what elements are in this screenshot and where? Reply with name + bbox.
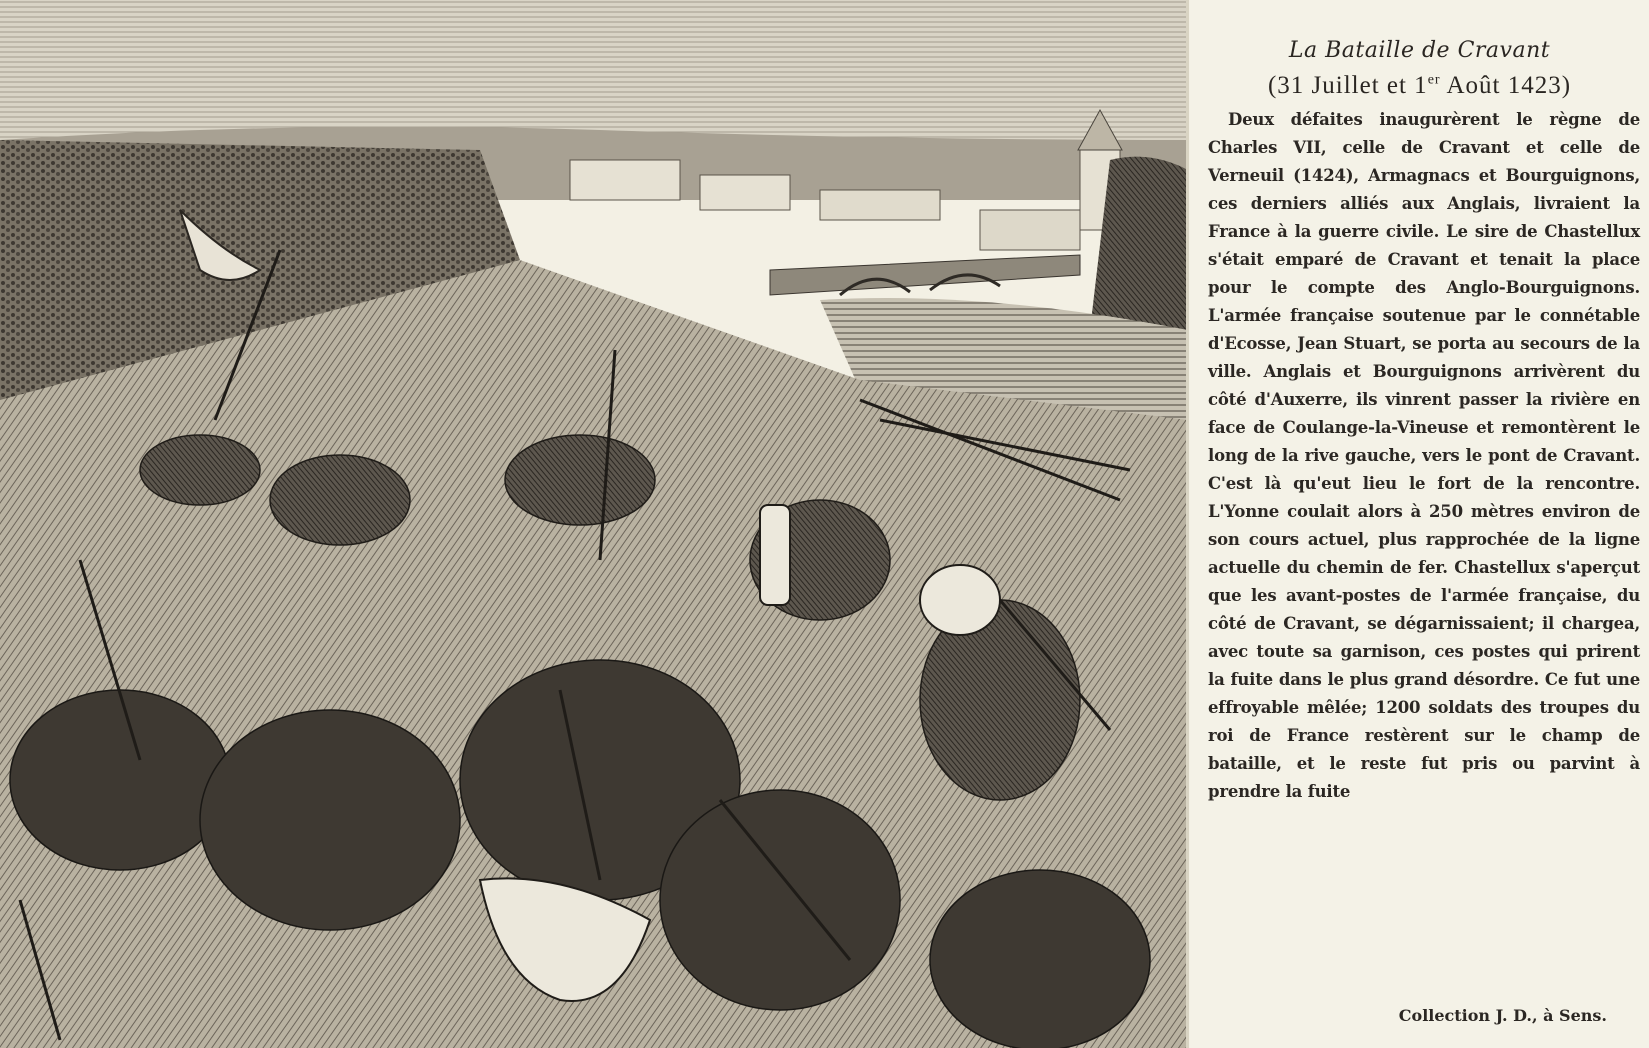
historical-description: Deux défaites inaugurèrent le règne de Charles VII, celle de Cravant et celle de Verneuil (1424), Armagnacs et Bourguignons, ces derniers alliés aux Anglais, livraient la France à la guerre civile. Le sire de Chastellux s'était emparé de Cravant et tenait la place pour le compte des Anglo-Bourguignons. L'armée française soutenue par le connétable d'Ecosse, Jean Stuart, se porta au secours de la ville. Anglais et Bourguignons arrivèrent du côté d'Auxerre, ils vinrent passer la rivière en face de Coulange-la-Vineuse et remontèrent le long de la rive gauche, vers le pont de Cravant. C'est là qu'eut lieu le fort de la rencontre. L'Yonne coulait alors à 250 mètres environ de son cours actuel, plus rapprochée de la ligne actuelle du chemin de fer. Chastellux s'aperçut que les avant-postes de l'armée française, du côté de Cravant, se dégarnissaient; il chargea, avec toute sa garnison, ces postes qui prirent la fuite dans le plus grand désordre. Ce fut une effroyable mêlée; 1200 soldats des troupes du roi de France restèrent sur le champ de bataille, et le reste fut pris ou parvint à prendre la fuite (1208, 110, 1640, 801)
sky (0, 0, 1188, 150)
collection-credit: Collection J. D., à Sens. (1398, 1006, 1607, 1025)
postcard-title: La Bataille de Cravant (1288, 38, 1551, 63)
date-superscript: er (1427, 72, 1441, 88)
bridge (770, 255, 1080, 295)
date-prefix: (31 Juillet et 1 (1267, 72, 1428, 99)
text-panel (1190, 0, 1649, 1048)
date-suffix: Août 1423) (1440, 72, 1572, 99)
divider (1186, 0, 1189, 1048)
battle-date (1190, 72, 1649, 100)
